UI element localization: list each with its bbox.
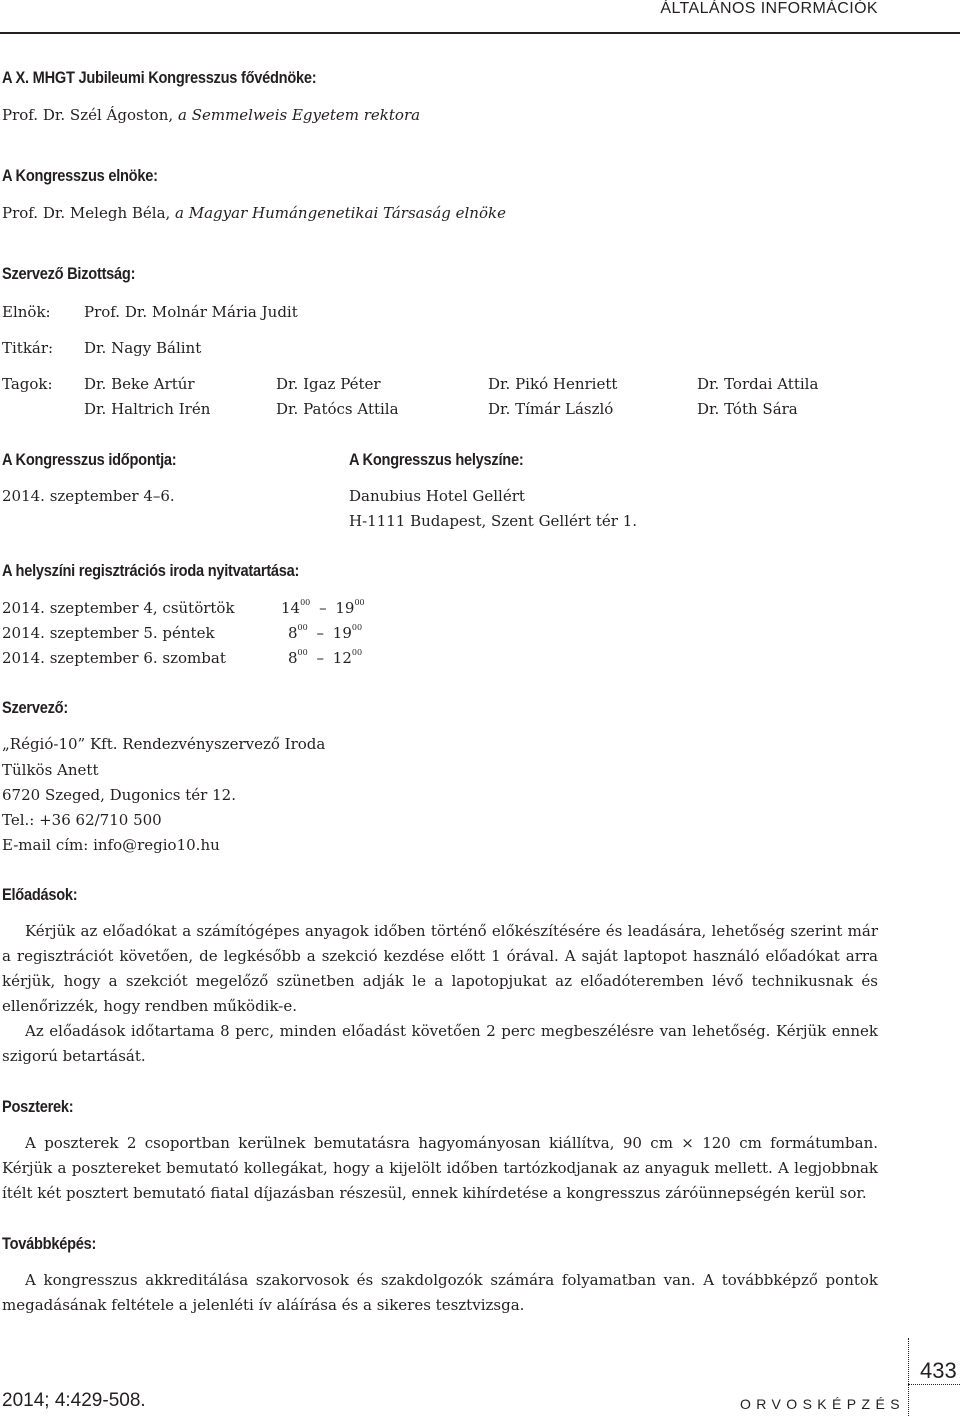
secretary-name: Dr. Nagy Bálint bbox=[84, 339, 202, 357]
chair-name: Prof. Dr. Molnár Mária Judit bbox=[84, 303, 298, 321]
members-label: Tagok: bbox=[2, 375, 53, 393]
venue-line2: H-1111 Budapest, Szent Gellért tér 1. bbox=[349, 512, 638, 530]
posters-text bbox=[2, 1131, 878, 1206]
posters-paragraph: A poszterek 2 csoportban kerülnek bemutatásra hagyományosan kiállítva, 90 cm × 120 cm formátumban. Kérjük a posztereket bemutató kollegákat, hogy a kijelölt időben tartózkodjanak az anyaguk mellett. A legjobbnak ítélt két posztert bemutató fiatal díjazásban részesül, ennek kihírdetése a kongresszus záróünnepségén kerül sor. bbox=[2, 1134, 878, 1202]
registration-hours: $14^{00} - 19^{00}$ bbox=[281, 598, 365, 617]
president-role: a Magyar Humángenetikai Társaság elnöke bbox=[170, 204, 506, 222]
member-item: Dr. Tóth Sára bbox=[697, 400, 798, 418]
member-item: Dr. Igaz Péter bbox=[276, 375, 381, 393]
organizer-heading: Szervező: bbox=[2, 698, 68, 717]
date-heading: A Kongresszus időpontja: bbox=[2, 450, 177, 469]
patron-line bbox=[2, 106, 420, 124]
organizer-phone: Tel.: +36 62/710 500 bbox=[2, 811, 162, 829]
footer-citation: 2014; 4:429-508. bbox=[2, 1390, 146, 1411]
member-item: Dr. Haltrich Irén bbox=[84, 400, 211, 418]
organizer-line: 6720 Szeged, Dugonics tér 12. bbox=[2, 786, 236, 804]
member-item: Dr. Tímár László bbox=[488, 400, 614, 418]
member-item: Dr. Pikó Henriett bbox=[488, 375, 618, 393]
secretary-label: Titkár: bbox=[2, 339, 54, 357]
member-item: Dr. Beke Artúr bbox=[84, 375, 195, 393]
president-heading: A Kongresszus elnöke: bbox=[2, 166, 158, 185]
page-number: 433 bbox=[920, 1358, 957, 1383]
speakers-text bbox=[2, 919, 878, 1069]
venue-line1: Danubius Hotel Gellért bbox=[349, 487, 525, 505]
patron-name: Prof. Dr. Szél Ágoston, bbox=[2, 106, 174, 124]
footer-dotted-rule bbox=[908, 1384, 960, 1385]
member-item: Dr. Patócs Attila bbox=[276, 400, 399, 418]
speakers-heading: Előadások: bbox=[2, 885, 78, 904]
patron-role: a Semmelweis Egyetem rektora bbox=[173, 106, 421, 124]
venue-heading: A Kongresszus helyszíne: bbox=[349, 450, 524, 469]
header-divider bbox=[0, 32, 960, 34]
cme-heading: Továbbképés: bbox=[2, 1234, 97, 1253]
section-title: ÁLTALÁNOS INFORMÁCIÓK bbox=[660, 0, 878, 17]
date-value: 2014. szeptember 4–6. bbox=[2, 487, 175, 505]
cme-paragraph: A kongresszus akkreditálása szakorvosok és szakdolgozók számára folyamatban van. A továbbképző pontok megadásának feltétele a jelenléti ív aláírása és a sikeres tesztvizsga. bbox=[2, 1271, 878, 1314]
organizer-email: E-mail cím: info@regio10.hu bbox=[2, 836, 220, 854]
journal-name: ORVOSKÉPZÉS bbox=[740, 1396, 905, 1412]
registration-hours: $8^{00} - 19^{00}$ bbox=[288, 623, 363, 642]
posters-heading: Poszterek: bbox=[2, 1097, 74, 1116]
registration-day: 2014. szeptember 5. péntek bbox=[2, 624, 215, 642]
footer-dotted-rule bbox=[908, 1338, 909, 1416]
member-item: Dr. Tordai Attila bbox=[697, 375, 819, 393]
chair-label: Elnök: bbox=[2, 303, 51, 321]
registration-hours: $8^{00} - 12^{00}$ bbox=[288, 648, 363, 667]
registration-day: 2014. szeptember 6. szombat bbox=[2, 649, 226, 667]
president-line bbox=[2, 204, 506, 222]
organizer-line: Tülkös Anett bbox=[2, 761, 99, 779]
committee-heading: Szervező Bizottság: bbox=[2, 264, 136, 283]
president-name: Prof. Dr. Melegh Béla, bbox=[2, 204, 171, 222]
organizer-line: „Régió-10” Kft. Rendezvényszervező Iroda bbox=[2, 735, 326, 753]
patron-heading: A X. MHGT Jubileumi Kongresszus fővédnöke: bbox=[2, 68, 317, 87]
registration-day: 2014. szeptember 4, csütörtök bbox=[2, 599, 235, 617]
cme-text bbox=[2, 1268, 878, 1318]
registration-heading: A helyszíni regisztrációs iroda nyitvatartása: bbox=[2, 561, 300, 580]
speakers-paragraph: Kérjük az előadókat a számítógépes anyagok időben történő előkészítésére és leadására, lehetőség szerint már a regisztrációt követően, de legkésőbb a szekció kezdése előtt 1 órával. A saját laptopot használó előadókat arra kérjük, hogy a szekciót megelőző szünetben adják le a lapotopjukat az előadóteremben lévő technikusnak és ellenőrizzék, hogy rendben működik-e. bbox=[2, 922, 878, 1015]
speakers-paragraph: Az előadások időtartama 8 perc, minden előadást követően 2 perc megbeszélésre van lehetőség. Kérjük ennek szigorú betartását. bbox=[2, 1022, 878, 1065]
